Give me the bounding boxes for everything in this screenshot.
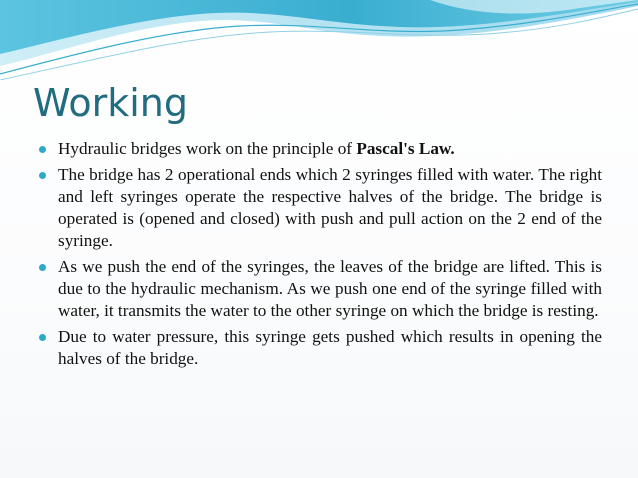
bullet-bold-text: Pascal's Law.	[356, 139, 455, 158]
slide-title: Working	[33, 81, 188, 125]
header-wave-decoration	[0, 0, 638, 80]
bullet-text: The bridge has 2 operational ends which 2 syringes filled with water. The right and left syringes operate the respective halves of the bridge. The bridge is operated is (opened and closed) with push and pull action on the 2 end of the syringe.	[58, 165, 602, 250]
bullet-dot-icon	[39, 264, 46, 271]
bullet-text: Hydraulic bridges work on the principle of	[58, 139, 357, 158]
bullet-item	[38, 326, 602, 370]
bullet-text: As we push the end of the syringes, the leaves of the bridge are lifted. This is due to the hydraulic mechanism. As we push one end of the syringe filled with water, it transmits the water to the other syringe on which the bridge is resting.	[58, 257, 602, 320]
bullet-item	[38, 138, 602, 160]
bullet-dot-icon	[39, 146, 46, 153]
bullet-dot-icon	[39, 334, 46, 341]
bullet-list	[38, 138, 602, 374]
bullet-dot-icon	[39, 172, 46, 179]
bullet-text: Due to water pressure, this syringe gets pushed which results in opening the halves of the bridge.	[58, 327, 602, 368]
bullet-item	[38, 164, 602, 252]
bullet-item	[38, 256, 602, 322]
